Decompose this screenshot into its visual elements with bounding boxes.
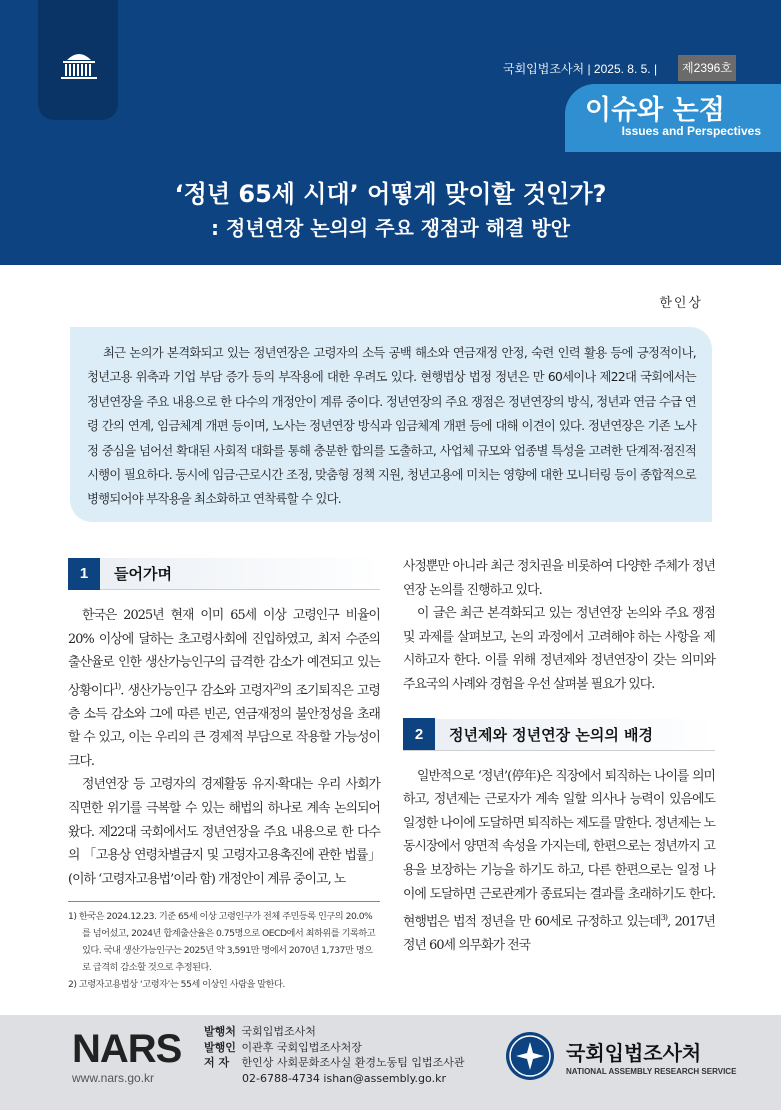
national-assembly-icon <box>58 48 100 82</box>
footnote: 2) 고령자고용법상 ‘고령자’는 55세 이상인 사람을 말한다. <box>68 979 285 991</box>
page-footer <box>0 1015 781 1110</box>
paragraph-text: , 2017년 정년 60세 의무화가 전국 <box>403 914 715 953</box>
footer-author: 한인상 사회문화조사실 환경노동팀 입법조사관 <box>241 1056 465 1069</box>
publication-meta: 국회입법조사처 | 2025. 8. 5. | <box>503 62 658 76</box>
footnote-divider <box>68 901 380 902</box>
footnote-ref[interactable]: 2) <box>273 681 280 691</box>
series-title-en: Issues and Perspectives <box>621 124 761 138</box>
series-badge <box>565 84 781 152</box>
section-heading <box>403 719 715 751</box>
issue-number: 제2396호 <box>678 55 736 81</box>
abstract-box <box>70 327 712 522</box>
right-column <box>403 555 715 958</box>
body-paragraph: 사정뿐만 아니라 최근 정치권을 비롯하여 다양한 주체가 정년연장 논의를 진행하고 있다. <box>403 559 715 598</box>
paragraph-text: 일반적으로 ‘정년’(停年)은 직장에서 퇴직하는 나이를 의미하고, 정년제는 근로자가 계속 일할 의사나 능력이 있음에도 일정한 나이에 도달하면 퇴직하는 제도를 말한다. 정년제는 노동시장에서 양면적 속성을 가지는데, 한편으로는 정년까지 고용을 보장하는 기능을 하기도 하고, 다른 한편으로는 일정 나이에 도달하면 근로관계가 종료되는 결과를 초래하기도 한다. 현행법은 법적 정년을 만 60세로 규정하고 있는데 <box>403 768 715 930</box>
section-number: 1 <box>68 558 100 590</box>
issuer-label: 발행인 <box>204 1040 236 1054</box>
body-paragraph: 이 글은 최근 본격화되고 있는 정년연장 논의와 주요 쟁점 및 과제를 살펴보고, 논의 과정에서 고려해야 하는 사항을 제시하고자 한다. 이를 위해 정년제와 정년연장이 갖는 의미와 주요국의 사례와 경험을 우선 살펴볼 필요가 있다. <box>403 606 715 692</box>
publisher-label: 발행처 <box>204 1025 236 1038</box>
body-paragraph: 정년연장 등 고령자의 경제활동 유지·확대는 우리 사회가 직면한 위기를 극복할 수 있는 해법의 하나로 계속 논의되어 왔다. 제22대 국회에서도 정년연장을 주요 내용으로 한 다수의 「고용상 연령차별금지 및 고령자고용촉진에 관한 법률」(이하 ‘고령자고용법’이라 함) 개정안이 계류 중이고, 노 <box>68 777 380 887</box>
website-link[interactable]: www.nars.go.kr <box>72 1071 155 1085</box>
paragraph-text: 한국은 2025년 현재 이미 65세 이상 고령인구 비율이 20% 이상에 달하는 초고령사회에 진입하였고, 최저 수준의 출산율로 인한 생산가능인구의 급격한 감소가 예견되고 있는 상황이다 <box>68 608 380 699</box>
assembly-emblem-icon <box>506 1032 554 1080</box>
author-label: 저 자 <box>204 1056 230 1069</box>
issuer: 이관후 국회입법조사처장 <box>241 1040 362 1054</box>
nars-logo: NARS <box>72 1027 182 1071</box>
section-heading <box>68 558 380 590</box>
contact-info[interactable]: 02-6788-4734 ishan@assembly.go.kr <box>242 1071 446 1085</box>
section-title: 정년제와 정년연장 논의의 배경 <box>449 725 654 744</box>
footnote-ref[interactable]: 3) <box>660 913 668 923</box>
report-subtitle: : 정년연장 논의의 주요 쟁점과 해결 방안 <box>211 216 570 240</box>
author-name: 한인상 <box>659 296 703 311</box>
institution-name: 국회입법조사처 <box>566 1041 702 1065</box>
report-title: ‘정년 65세 시대’ 어떻게 맞이할 것인가? <box>174 180 607 208</box>
paragraph-text: 의 조기퇴직은 고령층 소득 감소와 그에 따른 빈곤, 연금재정의 불안정성을 초래할 수 있고, 이는 우리의 큰 경제적 부담으로 작용할 가능성이 크다. <box>68 683 381 769</box>
publication-info <box>204 1024 465 1086</box>
footnote: 1) 한국은 2024.12.23. 기준 65세 이상 고령인구가 전체 주민등록 인구의 20.0%를 넘어섰고, 2024년 합계출산율은 0.75명으로 OECD에서 최하위를 기록하고 있다. 국내 생산가능인구는 2025년 약 3,591만 명에서 2070년 1,737만 명으로 급격히 감소할 것으로 추정된다. <box>68 911 376 974</box>
body-paragraph <box>68 604 380 773</box>
abstract-text: 최근 논의가 본격화되고 있는 정년연장은 고령자의 소득 공백 해소와 연금재정 안정, 숙련 인력 활용 등에 긍정적이나, 청년고용 위축과 기업 부담 증가 등의 부작용에 대한 우려도 있다. 현행법상 법정 정년은 만 60세이나 제22대 국회에서는 정년연장을 주요 내용으로 한 다수의 개정안이 계류 중이다. 정년연장의 주요 쟁점은 정년연장의 방식, 정년과 연금 수급 연령 간의 연계, 임금체계 개편 등이며, 노사는 정년연장 방식과 임금체계 개편 등에 대해 이견이 있다. 정년연장은 기존 노사정 중심을 넘어선 확대된 사회적 대화를 통해 충분한 합의를 도출하고, 사업체 규모와 업종별 특성을 고려한 단계적·점진적 시행이 필요하다. 동시에 임금·근로시간 조정, 맞춤형 정책 지원, 청년고용에 미치는 영향에 대한 모니터링 등이 종합적으로 병행되어야 부작용을 최소화하고 연착륙할 수 있다. <box>87 346 696 507</box>
left-column <box>68 558 380 993</box>
body-paragraph <box>403 765 715 958</box>
publisher: 국회입법조사처 <box>241 1025 316 1038</box>
paragraph-text: . 생산가능인구 감소와 고령자 <box>120 683 274 699</box>
institution-name-en: NATIONAL ASSEMBLY RESEARCH SERVICE <box>566 1067 737 1076</box>
report-header <box>0 0 781 265</box>
section-title: 들어가며 <box>114 565 172 583</box>
footnotes <box>68 908 380 993</box>
section-number: 2 <box>403 718 435 750</box>
series-title-ko: 이슈와 논점 <box>585 95 725 126</box>
footnote-ref[interactable]: 1) <box>113 681 121 691</box>
logo-tab <box>38 0 118 120</box>
